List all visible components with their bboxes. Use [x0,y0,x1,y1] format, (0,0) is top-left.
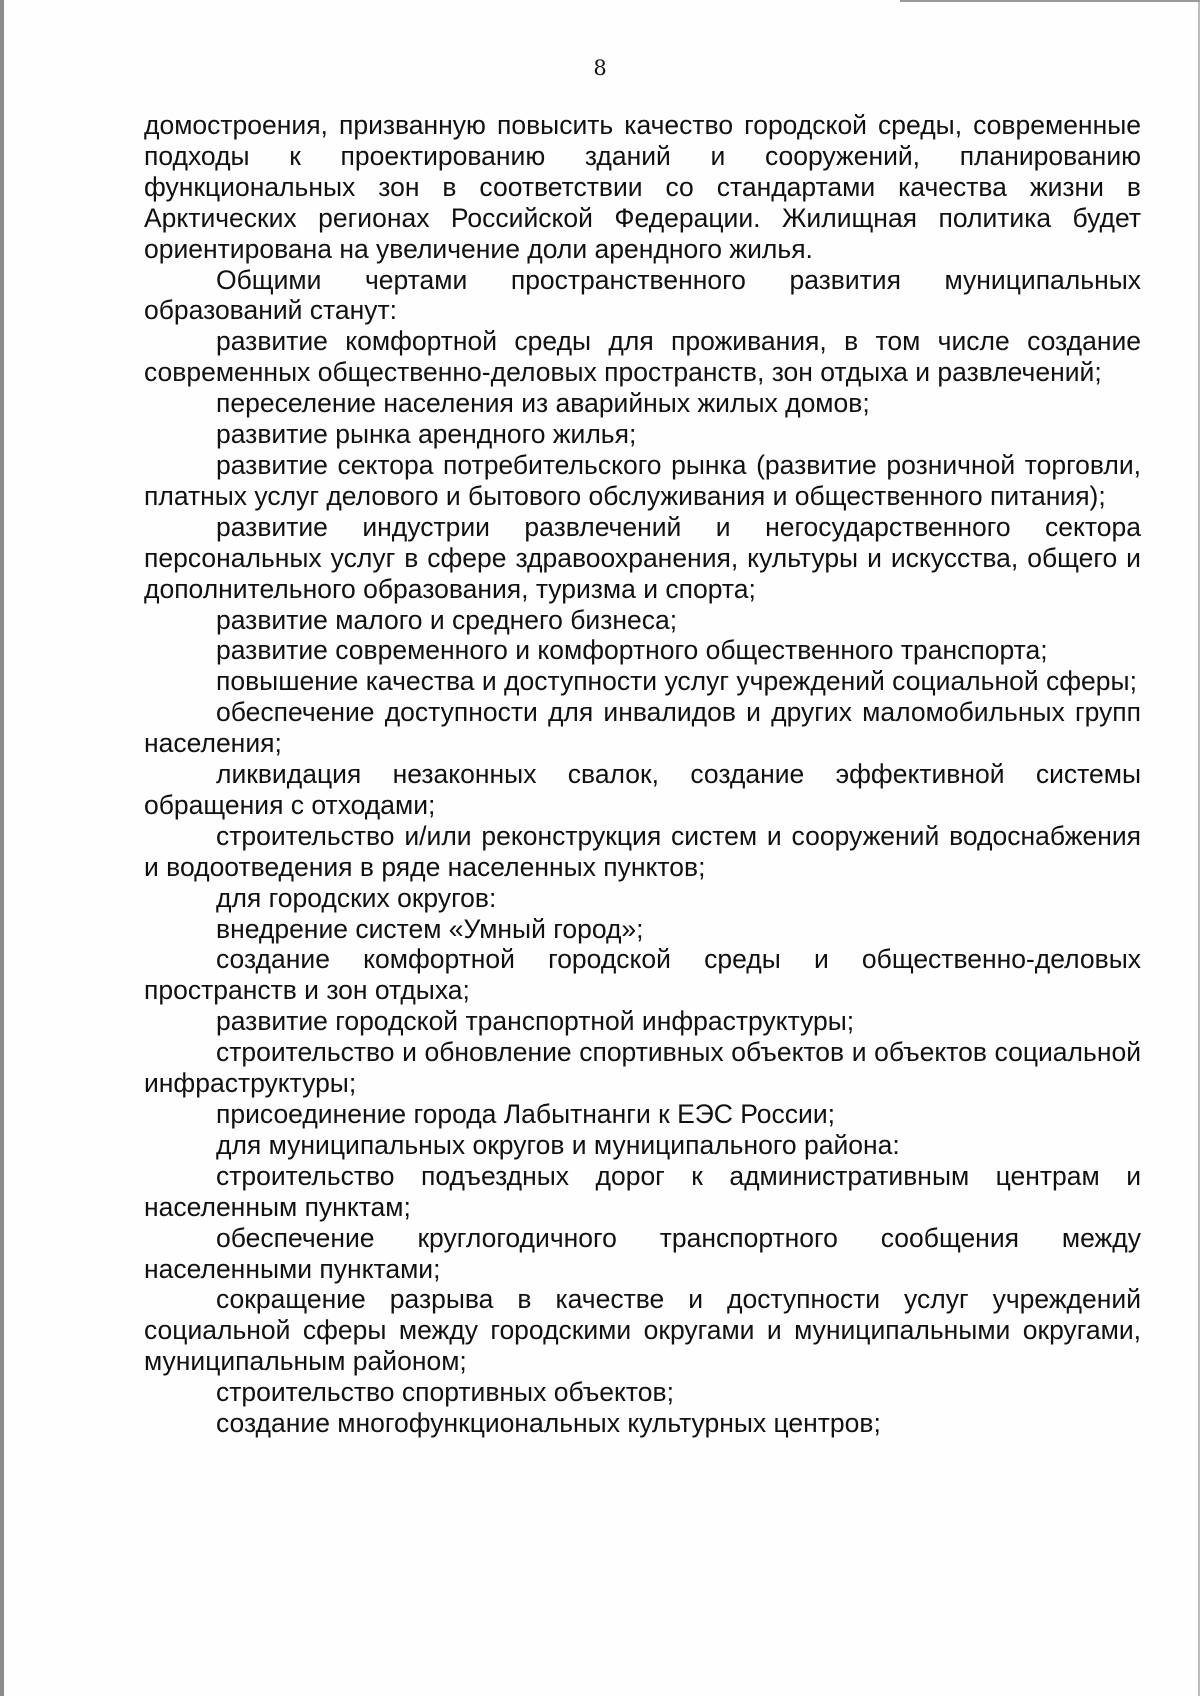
list-item: переселение населения из аварийных жилых домов; [216,388,870,419]
list-item: внедрение систем «Умный город»; [216,913,644,944]
list-item: повышение качества и доступности услуг учреждений социальной сферы; [216,666,1137,697]
section-heading-urban-districts: для городских округов: [216,882,497,913]
scan-edge-top [900,0,1200,2]
list-item: обеспечение доступности для инвалидов и других маломобильных групп населения; [144,697,1141,759]
list-item: строительство и/или реконструкция систем и сооружений водоснабжения и водоотведения в ряде населенных пунктов; [144,820,1141,882]
list-item: ликвидация незаконных свалок, создание эффективной системы обращения с отходами; [144,759,1141,820]
list-item: развитие современного и комфортного общественного транспорта; [216,635,1048,666]
list-item: сокращение разрыва в качестве и доступности услуг учреждений социальной сферы между городскими округами и муниципальными округами, муниципальным районом; [144,1284,1141,1377]
scan-edge-left [0,0,4,1696]
list-item: развитие индустрии развлечений и негосударственного сектора персональных услуг в сфере здравоохранения, культуры и искусства, общего и дополнительного образования, туризма и спорта; [144,511,1141,604]
list-item: развитие сектора потребительского рынка (развитие розничной торговли, платных услуг делового и бытового обслуживания и общественного питания); [144,449,1141,511]
section-heading-municipal-districts: для муниципальных округов и муниципального района: [216,1129,900,1160]
list-item: строительство подъездных дорог к административным центрам и населенным пунктам; [144,1160,1141,1222]
page-number: 8 [593,56,607,80]
list-item: развитие рынка арендного жилья; [216,419,637,450]
list-item: развитие городской транспортной инфраструктуры; [216,1006,855,1037]
list-item: создание комфортной городской среды и общественно-деловых пространств и зон отдыха; [144,944,1141,1006]
list-item: развитие комфортной среды для проживания, в том числе создание современных общественно-деловых пространств, зон отдыха и развлечений; [144,326,1141,388]
paragraph-continuation: домостроения, призванную повысить качество городской среды, современные подходы к проектированию зданий и сооружений, планированию функциональных зон в соответствии со стандартами качества жизни в Арктических регионах Российской Федерации. Жилищная политика будет ориентирована на увеличение доли арендного жилья. [144,110,1141,264]
list-item: присоединение города Лабытнанги к ЕЭС России; [216,1099,836,1129]
list-item: обеспечение круглогодичного транспортного сообщения между населенными пунктами; [144,1222,1141,1284]
list-item: создание многофункциональных культурных центров; [216,1408,881,1439]
list-item: строительство спортивных объектов; [216,1377,674,1408]
list-item: строительство и обновление спортивных объектов и объектов социальной инфраструктуры; [144,1037,1141,1099]
list-item: развитие малого и среднего бизнеса; [216,604,678,635]
document-body [144,110,1141,1439]
paragraph-intro: Общими чертами пространственного развития муниципальных образований станут: [144,264,1141,326]
